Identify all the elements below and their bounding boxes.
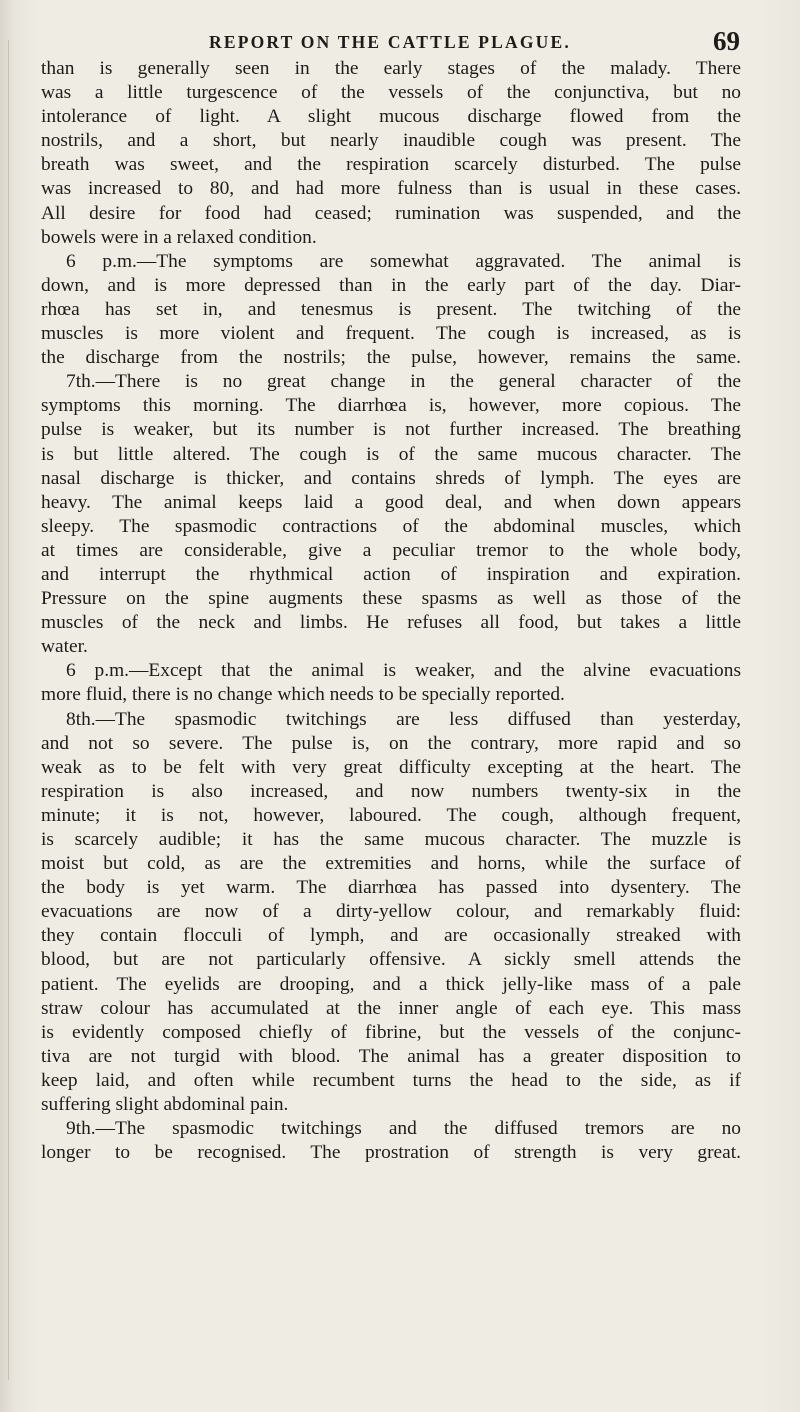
text-line: moist but cold, as are the extremities and horns, while the surface of [41, 853, 741, 875]
text-line: down, and is more depressed than in the early part of the day. Diar- [41, 274, 741, 296]
text-line: Pressure on the spine augments these spasms as well as those of the [41, 588, 741, 610]
text-line: and not so severe. The pulse is, on the contrary, more rapid and so [41, 732, 741, 754]
page-header [40, 26, 740, 60]
text-line: bowels were in a relaxed condition. [41, 226, 317, 248]
text-line: blood, but are not particularly offensive. A sickly smell attends the [41, 949, 741, 971]
text-line: nasal discharge is thicker, and contains shreds of lymph. The eyes are [41, 467, 741, 489]
text-line: more fluid, there is no change which needs to be specially reported. [41, 684, 565, 706]
text-line: symptoms this morning. The diarrhœa is, however, more copious. The [41, 395, 741, 417]
text-line: evacuations are now of a dirty-yellow colour, and remarkably fluid: [41, 901, 741, 923]
text-line: heavy. The animal keeps laid a good deal, and when down appears [41, 491, 741, 513]
text-line: straw colour has accumulated at the inner angle of each eye. This mass [41, 997, 741, 1019]
text-line: longer to be recognised. The prostration of strength is very great. [41, 1142, 741, 1164]
text-line: muscles is more violent and frequent. The cough is increased, as is [41, 323, 741, 345]
text-line: tiva are not turgid with blood. The animal has a greater disposition to [41, 1045, 741, 1067]
text-line: respiration is also increased, and now numbers twenty-six in the [41, 780, 741, 802]
text-line: 9th.—The spasmodic twitchings and the diffused tremors are no [66, 1118, 741, 1140]
text-line: and interrupt the rhythmical action of inspiration and expiration. [41, 563, 741, 585]
text-line: breath was sweet, and the respiration scarcely disturbed. The pulse [41, 154, 741, 176]
text-line: is evidently composed chiefly of fibrine, but the vessels of the conjunc- [41, 1021, 741, 1043]
text-line: muscles of the neck and limbs. He refuses all food, but takes a little [41, 612, 741, 634]
text-line: suffering slight abdominal pain. [41, 1094, 289, 1116]
text-line: intolerance of light. A slight mucous discharge flowed from the [41, 106, 741, 128]
text-line: the discharge from the nostrils; the pulse, however, remains the same. [41, 347, 741, 369]
text-line: they contain flocculi of lymph, and are occasionally streaked with [41, 925, 741, 947]
text-line: than is generally seen in the early stages of the malady. There [41, 58, 741, 79]
text-line: 7th.—There is no great change in the general character of the [66, 371, 741, 393]
text-line: nostrils, and a short, but nearly inaudible cough was present. The [41, 130, 741, 152]
text-line: was increased to 80, and had more fulness than is usual in these cases. [41, 178, 741, 200]
text-line: at times are considerable, give a peculiar tremor to the whole body, [41, 539, 741, 561]
text-line: the body is yet warm. The diarrhœa has passed into dysentery. The [41, 877, 741, 899]
body-text [41, 57, 741, 1165]
text-line: patient. The eyelids are drooping, and a thick jelly-like mass of a pale [41, 973, 741, 995]
page-number: 69 [713, 26, 740, 56]
text-line: minute; it is not, however, laboured. The cough, although frequent, [41, 804, 741, 826]
text-line: water. [41, 636, 88, 658]
text-line: All desire for food had ceased; rumination was suspended, and the [41, 202, 741, 224]
text-line: 6 p.m.—Except that the animal is weaker, and the alvine evacuations [66, 660, 741, 682]
running-head: REPORT ON THE CATTLE PLAGUE. [209, 32, 571, 52]
text-line: 8th.—The spasmodic twitchings are less diffused than yesterday, [66, 708, 741, 730]
text-line: weak as to be felt with very great difficulty excepting at the heart. The [41, 756, 741, 778]
text-line: was a little turgescence of the vessels of the conjunctiva, but no [41, 82, 741, 104]
text-line: is but little altered. The cough is of the same mucous character. The [41, 443, 741, 465]
text-line: sleepy. The spasmodic contractions of the abdominal muscles, which [41, 515, 741, 537]
text-line: pulse is weaker, but its number is not further increased. The breathing [41, 419, 741, 441]
page-gutter-edge [8, 40, 9, 1380]
text-line: rhœa has set in, and tenesmus is present. The twitching of the [41, 298, 741, 320]
text-line: keep laid, and often while recumbent turns the head to the side, as if [41, 1069, 741, 1091]
text-line: is scarcely audible; it has the same mucous character. The muzzle is [41, 829, 741, 850]
text-line: 6 p.m.—The symptoms are somewhat aggravated. The animal is [66, 250, 741, 272]
